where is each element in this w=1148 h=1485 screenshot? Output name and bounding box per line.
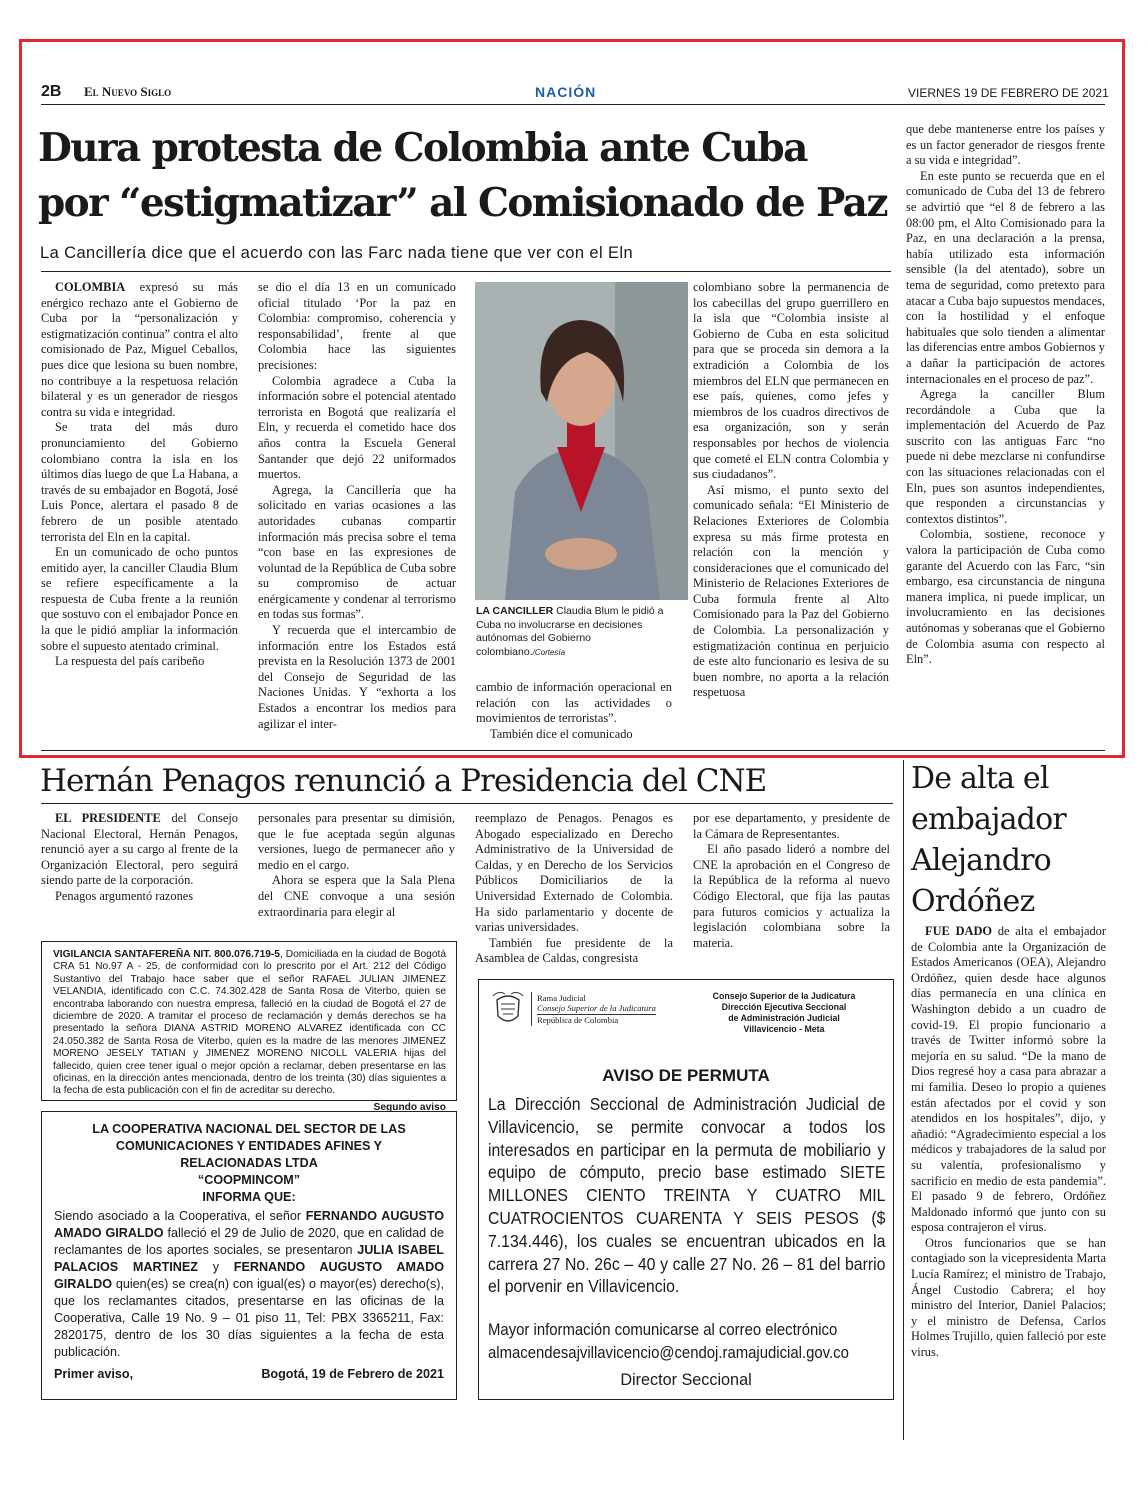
paper-name: El Nuevo Siglo	[84, 84, 172, 99]
paragraph: También dice el comunicado	[490, 726, 633, 741]
article2-headline: Hernán Penagos renunció a Presidencia del CNE	[40, 763, 767, 799]
permuta-contact: Mayor información comunicarse al correo electrónico	[488, 1321, 838, 1339]
article1-subhead: La Cancillería dice que el acuerdo con las Farc nada tiene que ver con el Eln	[40, 244, 634, 262]
coop-footer-right: Bogotá, 19 de Febrero de 2021	[261, 1367, 444, 1381]
paragraph: personales para presentar su dimisión, que le fue aceptada según algunas versiones, luego de permanecer año y medio en el cargo.	[258, 811, 455, 872]
permuta-body: La Dirección Seccional de Administración Judicial de Villavicencio, se permite convocar a todos los interesados en participar en la permuta de mobiliario y equipo de cómputo, precio base estimado SIETE MILLONES CIENTO TREINTA Y CUATRO MIL CUATROCIENTOS CUARENTA Y SEIS PESOS ($ 7.134.446), los cuales se encuentran ubicados en la carrera 27 No. 26c – 40 y calle 27 No. 26 – 81 del barrio el porvenir en Villavicencio.	[488, 1094, 886, 1297]
paragraph: Agrega, la Cancillería que ha solicitado en varias ocasiones a las autoridades cubanas compartir información más precisa sobre el tema “con base en las expresiones de voluntad de la República de Cuba sobre su compromiso de actuar enérgicamente y condenar al terrorismo en todas sus formas”.	[258, 482, 456, 622]
logo-line: República de Colombia	[537, 1014, 619, 1025]
paragraph: La respuesta del país caribeño	[55, 654, 205, 669]
paragraph: del Consejo Nacional Electoral, Hernán Penagos, renunció ayer a su cargo al frente de la Organización Electoral, pero seguirá siendo parte de la corporación.	[41, 811, 238, 888]
page-number: 2B	[41, 83, 62, 100]
coop-footer-left: Primer aviso,	[54, 1367, 134, 1381]
paragraph: expresó su más enérgico rechazo ante el Gobierno de Cuba por la “personalización y estigmatización continua” contra el alto comisionado de Paz, Miguel Ceballos, pues dice que lesiona su buen nombre, no contribuye a la respetuosa relación bilateral y es un generador de riesgos contra su vida e integridad.	[41, 280, 238, 419]
portrait-illustration	[475, 282, 688, 600]
lead-in: EL PRESIDENTE	[55, 811, 161, 825]
photo-claudia-blum	[475, 282, 688, 600]
notice-vigilancia-footer: Segundo aviso	[373, 1101, 446, 1113]
judicial-crest-icon	[491, 990, 525, 1030]
paragraph: Agrega la canciller Blum recordándole a Cuba que la implementación del Acuerdo de Paz suscrito con las antiguas Farc “no puede ni debe mezclarse ni confundirse con las situaciones relacionadas con el Eln, pues son asuntos independientes, que responden a circunstancias y contextos distintos”.	[906, 387, 1105, 526]
coop-informa: INFORMA QUE:	[202, 1190, 296, 1204]
lead-in: FUE DADO	[925, 924, 993, 938]
paragraph: de alta el embajador de Colombia ante la Organización de Estados Americanos (OEA), Alejandro Ordóñez, quien desde hace algunos días permanecía en una clínica en Washington debido a un cuadro de covid-19. El propio funcionario a través de Twitter informó sobre la mejoría en su salud. “De la mano de Dios regresé hoy a casa para abrazar a mi familia. Deseo lo propio a quienes están afectados por el covid y son atendidos en los hospitales”, dijo, y añadió: “Agradecimiento especial a los médicos y trabajadores de la salud por su valentía, profesionalismo y sacrificio en medio de esta pandemia”. El pasado 9 de febrero, Ordóñez Maldonado informó que junto con su esposa contrajeron el virus.	[911, 924, 1106, 1235]
article2-col1	[41, 811, 238, 905]
logo-text	[537, 993, 656, 1025]
paragraph: Colombia, sostiene, reconoce y valora la participación de Cuba como garante del Acuerdo con las Farc, “sin embargo, esa circunstancia de ninguna manera implica, ni puede implicar, un involucramiento en las decisiones autónomas y soberanas que el Gobierno de Colombia asuma con respecto al Eln”.	[906, 527, 1105, 667]
notice-body: , Domiciliada en la ciudad de Bogotá CRA 51 No.97 A - 25, de conformidad con lo prescrito por el Art. 212 del Código Sustantivo del Trabajo hace saber que el señor RAFAEL JULIAN JIMENEZ VELANDIA, identificado con C.C. 74.302.428 de Santa Rosa de Viterbo, quien se encontraba laborando con nuestra empresa, falleció en la ciudad de Bogotá el 27 de diciembre de 2020. A tramitar el proceso de reclamación y demás derechos se ha presentado la señora DIANA ASTRID MORENO ALVAREZ identificada con CC 24.050.382 de Santa Rosa de Viterbo, quien es la madre de las menores JIMENEZ MORENO JESELY TATIAN y JIMENEZ MORENO NICOLL VALERIA hijas del fallecido, quien cree tener igual o mejor opción a reclamar, deben presentarse en las oficinas, en la dirección antes mencionada, dentro de los treinta (30) días siguientes a la fecha de esta publicación con el fin de acreditar su derecho.	[53, 949, 446, 1097]
article1-col1	[41, 280, 238, 670]
masthead-rule	[41, 104, 1105, 105]
permuta-signature: Director Seccional	[620, 1371, 752, 1389]
article2-rule	[41, 803, 893, 804]
notice-vigilancia	[41, 941, 457, 1113]
coop-acronym: “COOPMINCOM”	[197, 1173, 301, 1187]
org-line: de Administración Judicial	[728, 1013, 840, 1023]
article1-headline-1: Dura protesta de Colombia ante Cuba	[38, 125, 807, 171]
photo-credit: /Cortesía	[532, 647, 566, 657]
article1-col4	[693, 280, 889, 701]
notice-lead: VIGILANCIA SANTAFEREÑA NIT. 800.076.719-5	[53, 949, 280, 960]
paragraph: colombiano sobre la permanencia de los cabecillas del grupo guerrillero en la isla que “Colombia insiste al Gobierno de Cuba en esta solicitud para que se proceda sin demora a la extradición a Colombia de los miembros del ELN que permanecen en ese país, quienes, como jefes y miembros de los cuadros directivos de esa organización, son y serán responsables por hechos de violencia que cometé el ELN contra Colombia y sus ciudadanos”.	[693, 280, 889, 482]
section-name: NACIÓN	[535, 84, 597, 100]
logo-line: Rama Judicial	[537, 993, 586, 1003]
article1-headline-2: por “estigmatizar” al Comisionado de Paz	[38, 180, 887, 226]
article3-body	[911, 924, 1106, 1361]
paragraph: que debe mantenerse entre los países y es un factor generador de riesgos frente a su vida e integridad”.	[906, 122, 1105, 168]
coop-footer	[54, 1366, 444, 1383]
permuta-body-wrap	[488, 1093, 920, 1298]
paragraph: En un comunicado de ocho puntos emitido ayer, la canciller Claudia Blum se refiere específicamente a la respuesta de Cuba frente a la reunión que sostuvo con el embajador Ponce en la que le pidió ampliar la información sobre el supuesto atentado criminal.	[41, 545, 238, 653]
paragraph: Ahora se espera que la Sala Plena del CNE convoque a una sesión extraordinaria para elegir al	[258, 873, 455, 919]
article1-col3-bottom	[476, 680, 672, 742]
notice-vigilancia-text	[53, 949, 446, 1098]
org-line: Consejo Superior de la Judicatura	[712, 991, 856, 1001]
permuta-title: AVISO DE PERMUTA	[602, 1066, 770, 1085]
permuta-org	[694, 991, 874, 1035]
paragraph: En este punto se recuerda que en el comunicado de Cuba del 13 de febrero se advirtió que “el 8 de febrero a las 08:00 pm, el Alto Comisionado para la Paz, en una declaración a la prensa, había utilizado esta información sensible (la del atentado), sobre un tema de seguridad, como pretexto para atacar a Cuba bajo supuestos mendaces, con la hostilidad y el enfoque habituales que solo tienden a alimentar las diferencias entre ambos Gobiernos y a dañar la participación de actores internacionales en el proceso de paz”.	[906, 168, 1105, 386]
article3-headline: De alta el embajador Alejandro Ordóñez	[911, 761, 1066, 919]
paragraph: Así mismo, el punto sexto del comunicado señala: “El Ministerio de Relaciones Exteriores de Colombia expresa su más firme protesta en relación con la mención y consideraciones que el comunicado del Ministerio de Relaciones Exteriores de Cuba formula frente al Alto Comisionado para la Paz del Gobierno de Colombia. La personalización y estigmatización continua en perjuicio de este alto funcionario es lesiva de su buen nombre, no aporta a la relación respetuosa	[693, 482, 889, 700]
paragraph: Otros funcionarios que se han contagiado son la vicepresidenta Marta Lucía Ramírez; el ministro de Trabajo, Ángel Custodio Cabrera; el hoy ministro del Interior, Daniel Palacios; y el ministro de Defensa, Carlos Holmes Trujillo, quien falleció por este virus.	[911, 1235, 1106, 1360]
crest-divider	[531, 992, 532, 1026]
paragraph: Colombia agradece a Cuba la información sobre el potencial atentado terrorista en Bogotá que realizaría el Eln, y recuerda el cometido hace dos años contra la Escuela General Santander que dejó 22 uniformados muertos.	[258, 373, 456, 482]
caption-lead: LA CANCILLER	[476, 605, 554, 617]
paragraph: Penagos argumentó razones	[55, 888, 194, 903]
coop-body: Siendo asociado a la Cooperativa, el señor FERNANDO AUGUSTO AMADO GIRALDO falleció el 29 de Julio de 2020, que en calidad de reclamantes de los aportes sociales, se presentaron JULIA ISABEL PALACIOS MARTINEZ y FERNANDO AUGUSTO AMADO GIRALDO quien(es) se crea(n) con igual(es) o mayor(es) derecho(s), que los reclamantes citados, presentarse en las oficinas de la Cooperativa, Calle 19 No. 9 – 01 piso 11, Tel: PBX 3365211, Fax: 2820175, dentro de los 30 días siguientes a la fecha de esta publicación.	[54, 1209, 445, 1359]
article2-col4	[693, 811, 890, 951]
paragraph: Y recuerda que el intercambio de información entre los Estados está prevista en la Resolución 1373 de 2001 del Consejo de Seguridad de las Naciones Unidas. Y “exhorta a los Estados a encontrar los medios para agilizar el inter-	[258, 623, 456, 731]
paragraph: reemplazo de Penagos. Penagos es Abogado especializado en Derecho Administrativo de la Universidad de Caldas, y en Derecho de los Servicios Públicos Domiciliarios de la Universidad Externado de Colombia. Ha sido parlamentario y docente de varias universidades.	[475, 811, 673, 935]
org-line: Villavicencio - Meta	[743, 1024, 825, 1034]
article2-col2	[258, 811, 455, 920]
paragraph: También fue presidente de la Asamblea de Caldas, congresista	[475, 935, 673, 966]
paragraph: se dio el día 13 en un comunicado oficial titulado ‘Por la paz en Colombia: compromiso, coherencia y responsabilidad’, frente al que Colombia hace las siguientes precisiones:	[258, 280, 456, 372]
logo-line: Consejo Superior de la Judicatura	[537, 1003, 656, 1014]
photo-caption	[476, 605, 676, 659]
paragraph: El año pasado lideró a nombre del CNE la aprobación en el Congreso de la República de la reforma al nuevo Código Electoral, que fija las pautas para futuros comicios y actualiza la legislación colombiana sobre la materia.	[693, 842, 890, 950]
subhead-rule	[41, 271, 891, 272]
article1-col5	[906, 122, 1105, 668]
caption-text: Claudia Blum le pidió a Cuba no involucrarse en decisiones autónomas del Gobierno colombiano.	[476, 605, 664, 658]
org-line: Dirección Ejecutiva Seccional	[721, 1002, 847, 1012]
lead-in: COLOMBIA	[55, 280, 126, 294]
paragraph: cambio de información operacional en relación con las actividades o movimientos de terroristas”.	[476, 680, 672, 726]
coop-title: LA COOPERATIVA NACIONAL DEL SECTOR DE LAS COMUNICACIONES Y ENTIDADES AFINES Y RELACIONADAS LTDA	[92, 1122, 406, 1170]
notice-coopmincom	[41, 1111, 457, 1400]
paragraph: Se trata del más duro pronunciamiento del Gobierno colombiano contra la isla en los últimos días luego de que La Habana, a través de su embajador en Bogotá, José Luis Ponce, alertara el pasado 8 de febrero de un posible atentado terrorista del Eln en la capital.	[41, 420, 238, 544]
section-rule	[41, 750, 1105, 751]
notice-permuta	[478, 979, 894, 1400]
article1-col2	[258, 280, 456, 732]
paragraph: por ese departamento, y presidente de la Cámara de Representantes.	[693, 811, 890, 841]
article2-col3	[475, 811, 673, 967]
permuta-email: almacendesajvillavicencio@cendoj.ramajudicial.gov.co	[488, 1344, 849, 1362]
issue-date: VIERNES 19 DE FEBRERO DE 2021	[908, 86, 1109, 100]
